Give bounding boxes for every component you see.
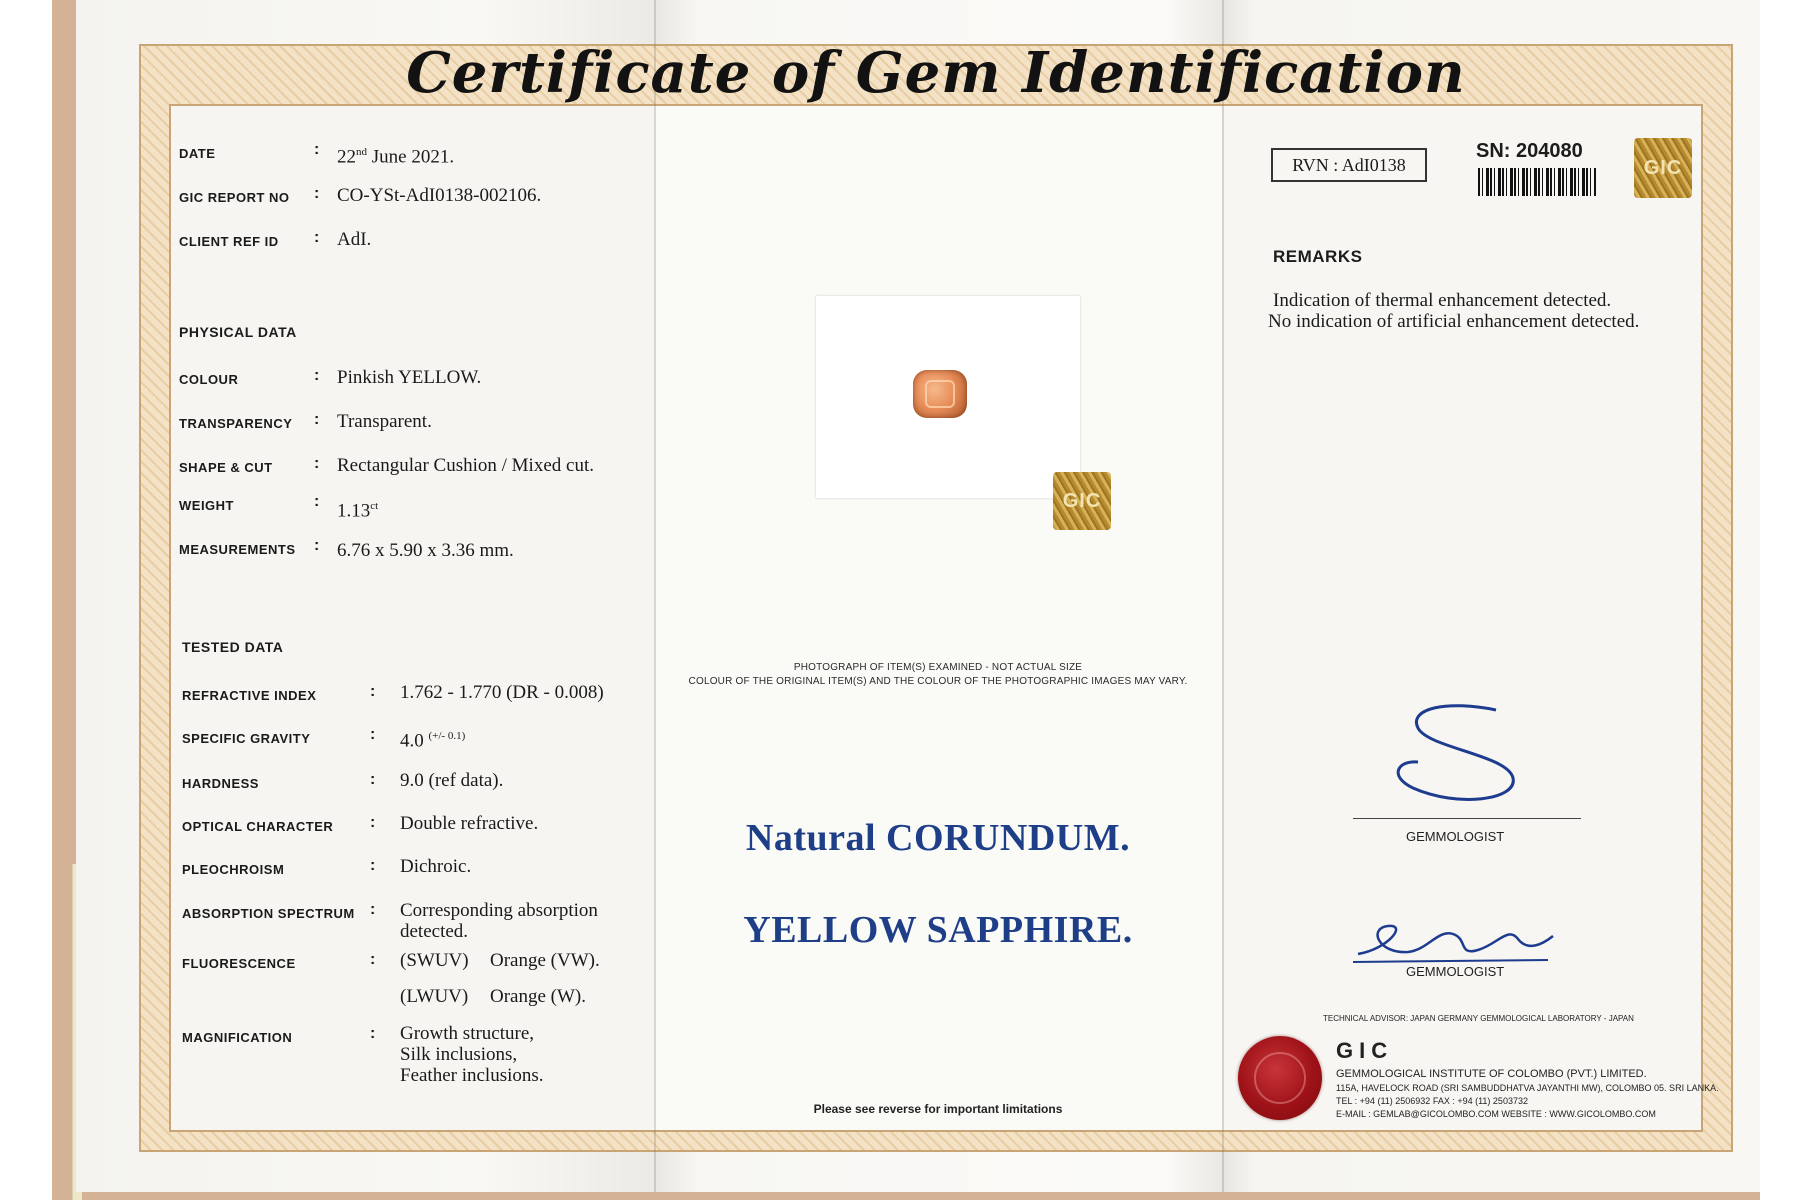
date-value: 22nd June 2021. <box>337 146 455 168</box>
fluorescence-label: FLUORESCENCE <box>182 956 296 971</box>
absorption-label: ABSORPTION SPECTRUM <box>182 906 355 921</box>
photo-caption-line2: COLOUR OF THE ORIGINAL ITEM(S) AND THE COLOUR OF THE PHOTOGRAPHIC IMAGES MAY VARY. <box>688 676 1188 687</box>
weight-label: WEIGHT <box>179 498 234 513</box>
transparency-label: TRANSPARENCY <box>179 416 293 431</box>
date-label: DATE <box>179 146 216 161</box>
fluorescence-lwuv-value: Orange (W). <box>490 986 587 1007</box>
absorption-value-line1: Corresponding absorption <box>400 900 598 921</box>
hardness-value: 9.0 (ref data). <box>400 770 504 791</box>
fluorescence-lwuv-tag: (LWUV) <box>400 986 469 1007</box>
lab-full-name: GEMMOLOGICAL INSTITUTE OF COLOMBO (PVT.) LIMITED. <box>1336 1068 1647 1080</box>
colon: : <box>314 493 320 510</box>
hologram-sticker-right: GIC <box>1634 138 1692 198</box>
lab-address: 115A, HAVELOCK ROAD (SRI SAMBUDDHATVA JAYANTHI MW), COLOMBO 05. SRI LANKA. <box>1336 1083 1719 1093</box>
serial-number: SN: 204080 <box>1476 140 1583 162</box>
transparency-value: Transparent. <box>337 411 432 432</box>
magnification-line1: Growth structure, <box>400 1023 535 1044</box>
remarks-heading: REMARKS <box>1273 247 1363 266</box>
certificate-title: Certificate of Gem Identification <box>406 40 1466 106</box>
measurements-value: 6.76 x 5.90 x 3.36 mm. <box>337 540 514 561</box>
shape-value: Rectangular Cushion / Mixed cut. <box>337 455 594 476</box>
tested-heading: TESTED DATA <box>182 639 284 655</box>
limitations-note: Please see reverse for important limitations <box>813 1102 1063 1116</box>
colon: : <box>314 411 320 428</box>
client-value: AdI. <box>337 229 372 250</box>
colon: : <box>314 185 320 202</box>
remark-line2: No indication of artificial enhancement detected. <box>1268 311 1640 332</box>
shape-label: SHAPE & CUT <box>179 460 273 475</box>
report-value: CO-YSt-AdI0138-002106. <box>337 185 542 206</box>
fluorescence-swuv-tag: (SWUV) <box>400 950 469 971</box>
sg-label: SPECIFIC GRAVITY <box>182 731 311 746</box>
optical-value: Double refractive. <box>400 813 539 834</box>
weight-value: $1.13^{ct}$ <box>337 500 379 522</box>
rvn-box: RVN : AdI0138 <box>1271 148 1427 182</box>
gemmologist-label-1: GEMMOLOGIST <box>1406 829 1505 844</box>
ri-label: REFRACTIVE INDEX <box>182 688 317 703</box>
species-heading: Natural CORUNDUM. <box>745 817 1131 859</box>
sg-value: 4.0 $^{(+/- 0.1)}$ <box>400 730 466 752</box>
signature-line-1 <box>1353 818 1581 819</box>
report-label: GIC REPORT NO <box>179 190 290 205</box>
colon: : <box>370 726 376 743</box>
pleochroism-label: PLEOCHROISM <box>182 862 285 877</box>
colon: : <box>370 1025 376 1042</box>
colon: : <box>370 901 376 918</box>
lab-phone: TEL : +94 (11) 2506932 FAX : +94 (11) 2503732 <box>1336 1096 1528 1106</box>
colon: : <box>314 455 320 472</box>
colon: : <box>314 537 320 554</box>
colon: : <box>370 771 376 788</box>
ri-value: 1.762 - 1.770 (DR - 0.008) <box>400 682 604 703</box>
colon: : <box>370 814 376 831</box>
client-label: CLIENT REF ID <box>179 234 279 249</box>
colon: : <box>370 857 376 874</box>
colon: : <box>370 951 376 968</box>
remark-line1: Indication of thermal enhancement detected. <box>1273 290 1612 311</box>
colon: : <box>314 141 320 158</box>
colour-label: COLOUR <box>179 372 239 387</box>
hardness-label: HARDNESS <box>182 776 259 791</box>
pleochroism-value: Dichroic. <box>400 856 472 877</box>
gemmologist-label-2: GEMMOLOGIST <box>1406 964 1505 979</box>
colon: : <box>370 683 376 700</box>
wax-seal-emblem <box>1254 1052 1306 1104</box>
gem-facet <box>925 380 955 408</box>
magnification-line2: Silk inclusions, <box>400 1044 518 1065</box>
lab-email: E-MAIL : GEMLAB@GICOLOMBO.COM WEBSITE : WWW.GICOLOMBO.COM <box>1336 1109 1656 1119</box>
absorption-value-line2: detected. <box>400 921 469 942</box>
variety-heading: YELLOW SAPPHIRE. <box>743 909 1133 951</box>
lab-short-name: GIC <box>1336 1038 1394 1063</box>
optical-label: OPTICAL CHARACTER <box>182 819 334 834</box>
colon: : <box>314 367 320 384</box>
barcode <box>1478 168 1596 196</box>
fold-line-left <box>654 0 656 1192</box>
photo-caption-line1: PHOTOGRAPH OF ITEM(S) EXAMINED - NOT ACTUAL SIZE <box>793 662 1083 673</box>
colon: : <box>314 229 320 246</box>
hologram-sticker: GIC <box>1053 472 1111 530</box>
measurements-label: MEASUREMENTS <box>179 542 296 557</box>
technical-advisor: TECHNICAL ADVISOR: JAPAN GERMANY GEMMOLOGICAL LABORATORY - JAPAN <box>1323 1014 1634 1023</box>
physical-heading: PHYSICAL DATA <box>179 324 297 340</box>
signature-1 <box>1388 700 1528 820</box>
fold-line-right <box>1222 0 1224 1192</box>
magnification-line3: Feather inclusions. <box>400 1065 544 1086</box>
magnification-label: MAGNIFICATION <box>182 1030 293 1045</box>
colour-value: Pinkish YELLOW. <box>337 367 482 388</box>
fluorescence-swuv-value: Orange (VW). <box>490 950 600 971</box>
